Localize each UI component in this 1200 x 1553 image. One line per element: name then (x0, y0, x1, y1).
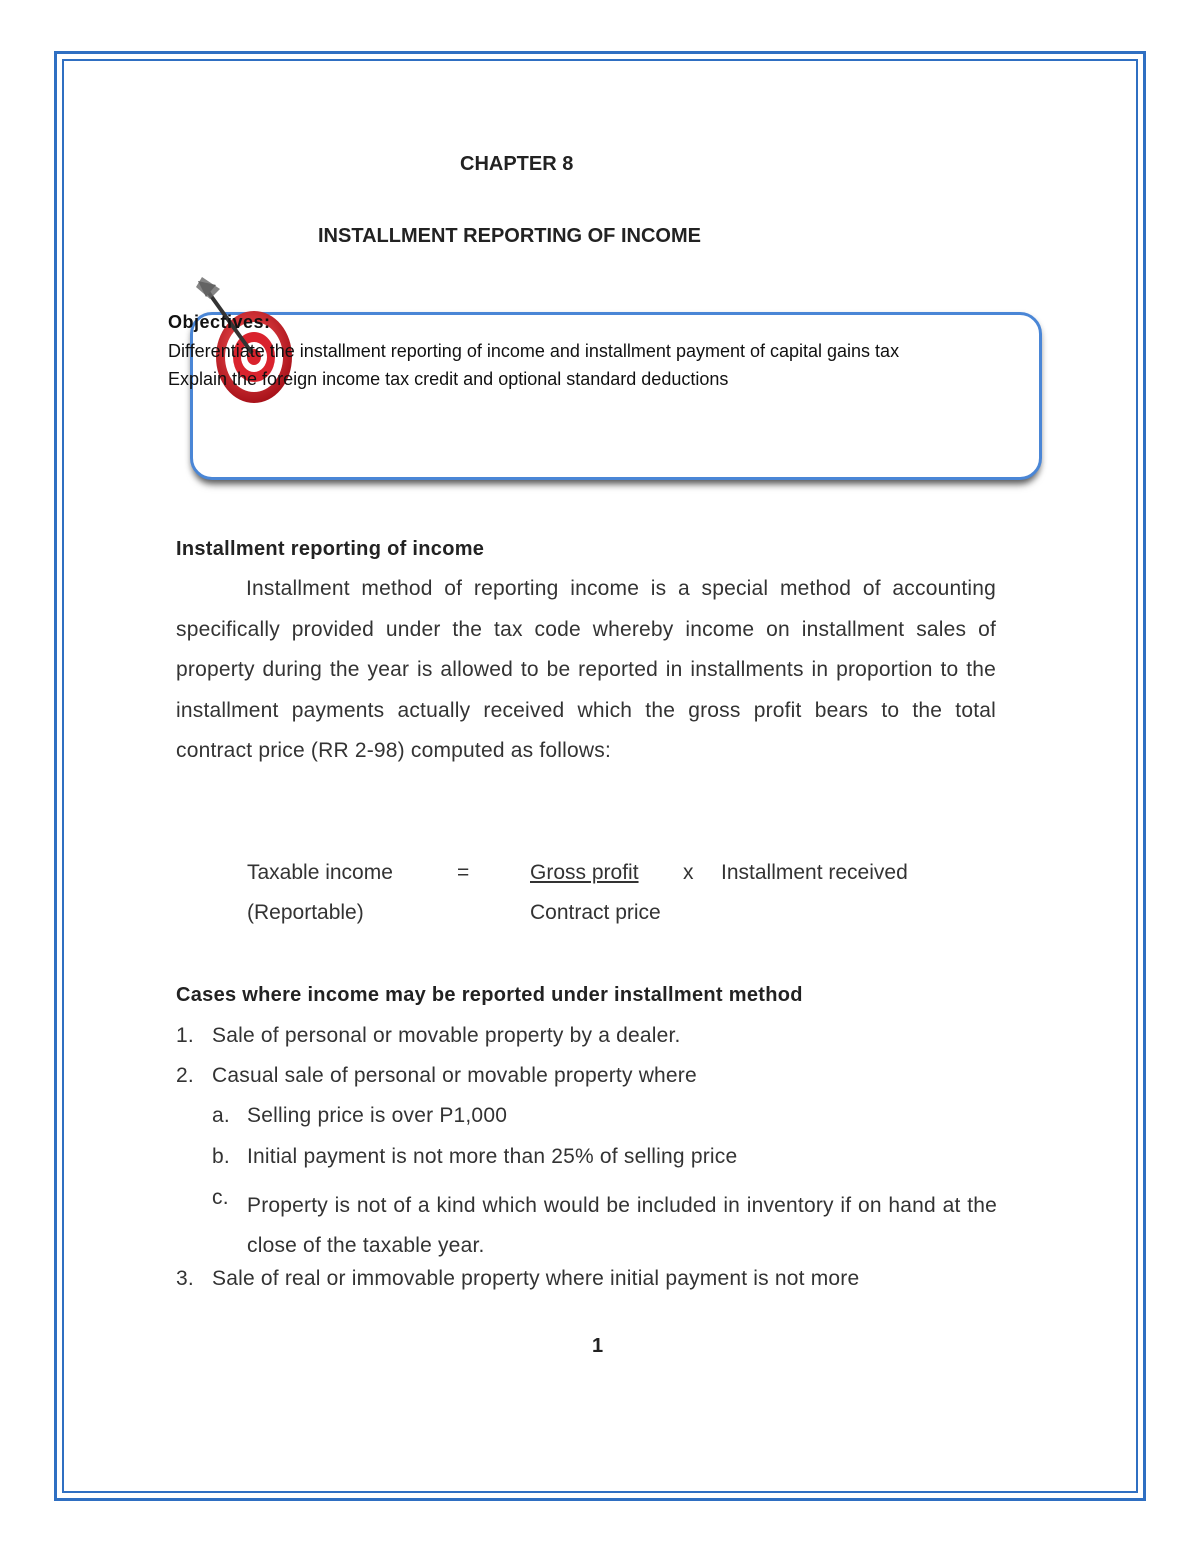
paragraph-text: Installment method of reporting income is a special method of accounting specifically provided under the tax code whereby income on installment sales of property during the year is allowed to be reported in installments in proportion to the installment payments actually received which the gross profit bears to the total contract price (RR 2-98) computed as follows: (176, 577, 996, 763)
section-heading-cases: Cases where income may be reported under installment method (176, 984, 803, 1006)
page-number: 1 (592, 1335, 604, 1357)
formula-rhs: Installment received (721, 861, 908, 884)
section-heading-installment-reporting: Installment reporting of income (176, 538, 485, 560)
objectives-box (190, 312, 1042, 480)
sublist-item-letter: a. (212, 1104, 230, 1127)
list-item-text: Sale of personal or movable property by a dealer. (212, 1024, 681, 1047)
formula-times: x (683, 861, 694, 884)
sublist-item-letter: b. (212, 1145, 230, 1168)
sublist-item-text: Property is not of a kind which would be included in inventory if on hand at the close of the taxable year. (247, 1194, 997, 1257)
sublist-item-text: Selling price is over P1,000 (247, 1104, 508, 1127)
list-item-number: 1. (176, 1024, 194, 1047)
objectives-label: Objectives: (168, 312, 271, 332)
formula-lhs-sub: (Reportable) (247, 901, 364, 924)
list-item-number: 3. (176, 1267, 194, 1290)
formula-lhs: Taxable income (247, 861, 393, 884)
formula-numerator: Gross profit (530, 861, 639, 884)
chapter-title: INSTALLMENT REPORTING OF INCOME (318, 225, 701, 247)
list-item-number: 2. (176, 1064, 194, 1087)
list-item-text: Casual sale of personal or movable property where (212, 1064, 697, 1087)
sublist-item-text: Initial payment is not more than 25% of selling price (247, 1145, 738, 1168)
body-paragraph (176, 569, 996, 772)
sublist-item-letter: c. (212, 1186, 229, 1209)
formula-denominator: Contract price (530, 901, 661, 924)
objective-item: Explain the foreign income tax credit and optional standard deductions (168, 369, 729, 389)
list-item-text: Sale of real or immovable property where initial payment is not more (212, 1267, 860, 1290)
formula-equals: = (457, 861, 470, 884)
chapter-heading: CHAPTER 8 (460, 153, 574, 175)
objective-item: Differentiate the installment reporting of income and installment payment of capital gains tax (168, 341, 900, 361)
